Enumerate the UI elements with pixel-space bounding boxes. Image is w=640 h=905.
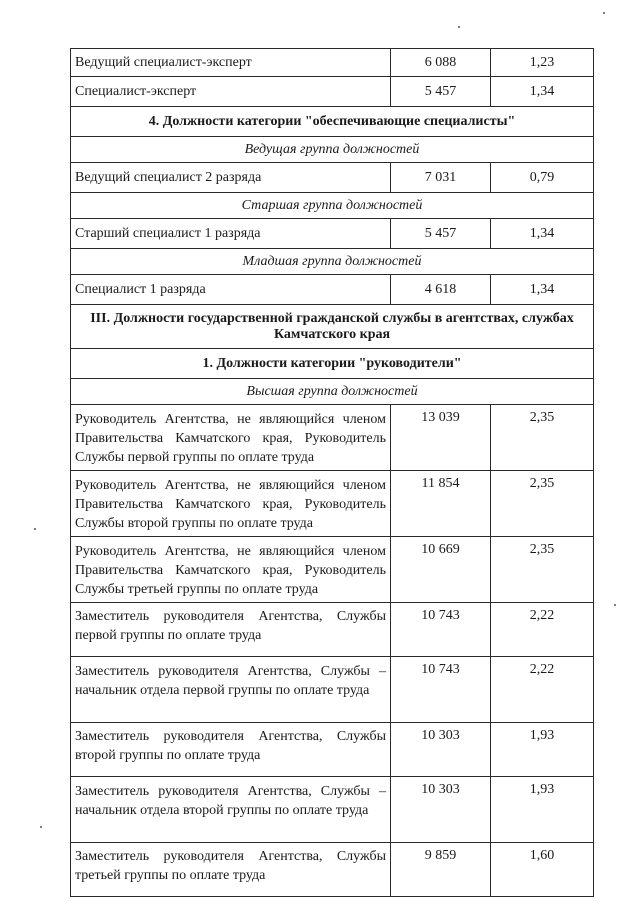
- coefficient-value: 2,22: [491, 657, 594, 723]
- coefficient-value: 1,34: [491, 275, 594, 305]
- position-name: Руководитель Агентства, не являющийся членом Правительства Камчатского края, Руководитель Службы третьей группы по оплате труда: [71, 537, 391, 603]
- position-name: Заместитель руководителя Агентства, Службы – начальник отдела второй группы по оплате труда: [71, 777, 391, 843]
- table-row: [71, 843, 594, 897]
- salary-value: 10 743: [391, 657, 491, 723]
- table-row: [71, 219, 594, 249]
- coefficient-value: 1,23: [491, 49, 594, 77]
- table-row: [71, 275, 594, 305]
- table-row: [71, 471, 594, 537]
- group-heading: Старшая группа должностей: [71, 193, 594, 219]
- group-heading-row: [71, 379, 594, 405]
- position-name: Руководитель Агентства, не являющийся членом Правительства Камчатского края, Руководитель Службы первой группы по оплате труда: [71, 405, 391, 471]
- salary-value: 5 457: [391, 77, 491, 107]
- table-row: [71, 777, 594, 843]
- position-name: Ведущий специалист-эксперт: [71, 49, 391, 77]
- group-heading: Младшая группа должностей: [71, 249, 594, 275]
- salary-value: 4 618: [391, 275, 491, 305]
- coefficient-value: 2,35: [491, 537, 594, 603]
- position-name: Старший специалист 1 разряда: [71, 219, 391, 249]
- table-row: [71, 163, 594, 193]
- group-heading-row: [71, 137, 594, 163]
- table-row: [71, 537, 594, 603]
- salary-value: 10 743: [391, 603, 491, 657]
- table-row: [71, 77, 594, 107]
- coefficient-value: 1,93: [491, 723, 594, 777]
- position-name: Руководитель Агентства, не являющийся членом Правительства Камчатского края, Руководитель Службы второй группы по оплате труда: [71, 471, 391, 537]
- group-heading: Ведущая группа должностей: [71, 137, 594, 163]
- table-row: [71, 49, 594, 77]
- coefficient-value: 1,34: [491, 219, 594, 249]
- salary-value: 6 088: [391, 49, 491, 77]
- table-row: [71, 405, 594, 471]
- salary-value: 10 303: [391, 777, 491, 843]
- coefficient-value: 1,60: [491, 843, 594, 897]
- section-heading: III. Должности государственной гражданской службы в агентствах, службах Камчатского края: [71, 305, 594, 349]
- position-name: Специалист 1 разряда: [71, 275, 391, 305]
- category-heading-row: [71, 107, 594, 137]
- group-heading-row: [71, 249, 594, 275]
- category-heading-row: [71, 349, 594, 379]
- salary-value: 5 457: [391, 219, 491, 249]
- position-name: Заместитель руководителя Агентства, Службы третьей группы по оплате труда: [71, 843, 391, 897]
- position-name: Специалист-эксперт: [71, 77, 391, 107]
- scan-speck: [40, 826, 42, 828]
- salary-value: 11 854: [391, 471, 491, 537]
- position-name: Заместитель руководителя Агентства, Службы первой группы по оплате труда: [71, 603, 391, 657]
- category-heading: 1. Должности категории "руководители": [71, 349, 594, 379]
- salary-table: [70, 48, 594, 897]
- table-row: [71, 723, 594, 777]
- section-heading-row: [71, 305, 594, 349]
- table-row: [71, 657, 594, 723]
- position-name: Заместитель руководителя Агентства, Службы – начальник отдела первой группы по оплате труда: [71, 657, 391, 723]
- salary-value: 9 859: [391, 843, 491, 897]
- salary-value: 10 303: [391, 723, 491, 777]
- salary-value: 10 669: [391, 537, 491, 603]
- scan-speck: [458, 26, 460, 28]
- group-heading: Высшая группа должностей: [71, 379, 594, 405]
- coefficient-value: 0,79: [491, 163, 594, 193]
- coefficient-value: 2,35: [491, 405, 594, 471]
- category-heading: 4. Должности категории "обеспечивающие специалисты": [71, 107, 594, 137]
- scan-speck: [614, 604, 616, 606]
- coefficient-value: 2,22: [491, 603, 594, 657]
- position-name: Ведущий специалист 2 разряда: [71, 163, 391, 193]
- group-heading-row: [71, 193, 594, 219]
- position-name: Заместитель руководителя Агентства, Службы второй группы по оплате труда: [71, 723, 391, 777]
- coefficient-value: 1,34: [491, 77, 594, 107]
- coefficient-value: 1,93: [491, 777, 594, 843]
- salary-value: 7 031: [391, 163, 491, 193]
- coefficient-value: 2,35: [491, 471, 594, 537]
- scan-speck: [603, 12, 605, 14]
- table-row: [71, 603, 594, 657]
- salary-value: 13 039: [391, 405, 491, 471]
- scan-speck: [34, 528, 36, 530]
